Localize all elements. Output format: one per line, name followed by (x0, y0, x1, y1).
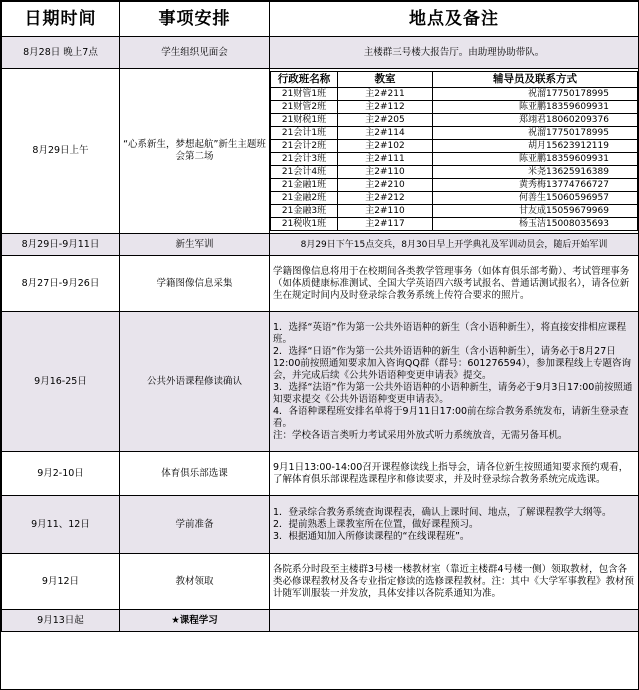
row-date: 9月2-10日 (2, 452, 120, 496)
class-name: 21会计1班 (271, 127, 338, 140)
table-row (2, 610, 639, 632)
row-note: 9月1日13:00-14:00召开课程修读线上指导会，请各位新生按照通知要求预约观看，了解体育俱乐部课程选课程序和修读要求，并及时登录综合教务系统完成选课。 (270, 452, 639, 496)
note-line: 3．选择“法语”作为第一公共外语语种的小语种新生，请务必于9月3日17:00前按照通知要求提交《公共外语语种变更申请表》。 (273, 381, 633, 405)
row-note: 主楼群三号楼大报告厅。由助理协助带队。 (270, 37, 639, 69)
row-note: 学籍图像信息将用于在校期间各类教学管理事务（如体育俱乐部考勤）、考试管理事务（如体质健康标准测试、全国大学英语四六级考试报名、普通话测试报名），请各位新生在规定时间内及时登录综合教务系统上传符合要求的照片。 (270, 256, 639, 312)
row-event: 体育俱乐部选课 (120, 452, 270, 496)
class-name: 21会计3班 (271, 153, 338, 166)
class-header-counselor: 辅导员及联系方式 (433, 72, 638, 88)
table-row (2, 234, 639, 256)
table-row (2, 554, 639, 610)
class-name: 21财管2班 (271, 101, 338, 114)
class-counselor: 甘友成15059679969 (433, 205, 638, 218)
class-room: 主2#114 (338, 127, 433, 140)
row-event: 教材领取 (120, 554, 270, 610)
class-room: 主2#102 (338, 140, 433, 153)
row-date: 8月29日上午 (2, 69, 120, 234)
class-counselor: 陈亚鹏18359609931 (433, 153, 638, 166)
class-name: 21会计4班 (271, 166, 338, 179)
class-room: 主2#110 (338, 205, 433, 218)
table-row (2, 256, 639, 312)
class-counselor: 杨玉洁15008035693 (433, 218, 638, 231)
table-row (2, 496, 639, 554)
class-room: 主2#111 (338, 153, 433, 166)
class-row (271, 179, 638, 192)
row-date: 9月11、12日 (2, 496, 120, 554)
row-event: 学前准备 (120, 496, 270, 554)
table-row (2, 37, 639, 69)
row-date: 9月12日 (2, 554, 120, 610)
schedule-table (1, 1, 639, 632)
note-line: 3．根据通知加入所修读课程的“在线课程班”。 (273, 530, 470, 542)
row-event: 学生组织见面会 (120, 37, 270, 69)
class-row (271, 140, 638, 153)
class-row (271, 218, 638, 231)
class-row (271, 88, 638, 101)
note-line: 1．登录综合教务系统查询课程表，确认上课时间、地点，了解课程教学大纲等。 (273, 506, 612, 518)
note-line: 1．选择“英语”作为第一公共外语语种的新生（含小语种新生），将直接安排相应课程班。 (273, 321, 627, 345)
row-event: 公共外语课程修读确认 (120, 312, 270, 452)
prep-notes (270, 496, 639, 554)
class-room: 主2#211 (338, 88, 433, 101)
class-row (271, 192, 638, 205)
class-name: 21会计2班 (271, 140, 338, 153)
class-assignment-table (270, 71, 638, 231)
row-date: 8月27日-9月26日 (2, 256, 120, 312)
class-row (271, 166, 638, 179)
class-counselor: 祝溜17750178995 (433, 88, 638, 101)
row-date: 8月28日 晚上7点 (2, 37, 120, 69)
note-line: 4．各语种课程班安排名单将于9月11日17:00前在综合教务系统发布，请新生登录查看。 (273, 405, 629, 429)
class-row (271, 205, 638, 218)
class-name: 21金融3班 (271, 205, 338, 218)
row-note: 8月29日下午15点交兵，8月30日早上开学典礼及军训动员会，随后开始军训 (270, 234, 639, 256)
note-line: 注：学校各语言类听力考试采用外放式听力系统放音，无需另备耳机。 (273, 429, 568, 441)
class-room: 主2#210 (338, 179, 433, 192)
class-counselor: 陈亚鹏18359609931 (433, 101, 638, 114)
class-header-room: 教室 (338, 72, 433, 88)
row-date: 9月16-25日 (2, 312, 120, 452)
class-counselor: 胡月15623912119 (433, 140, 638, 153)
row-event: “心系新生，梦想起航”新生主题班会第二场 (120, 69, 270, 234)
class-room: 主2#112 (338, 101, 433, 114)
class-room: 主2#110 (338, 166, 433, 179)
class-room: 主2#205 (338, 114, 433, 127)
header-location: 地点及备注 (270, 2, 639, 37)
table-row (2, 452, 639, 496)
row-note (270, 610, 639, 632)
row-event: ★课程学习 (120, 610, 270, 632)
header-event: 事项安排 (120, 2, 270, 37)
class-name: 21财管1班 (271, 88, 338, 101)
class-name: 21金融2班 (271, 192, 338, 205)
class-name: 21金融1班 (271, 179, 338, 192)
row-event: 新生军训 (120, 234, 270, 256)
class-counselor: 郑翊君18060209376 (433, 114, 638, 127)
row-event: 学籍图像信息采集 (120, 256, 270, 312)
class-counselor: 米尧13625916389 (433, 166, 638, 179)
note-line: 2．提前熟悉上课教室所在位置，做好课程预习。 (273, 518, 479, 530)
row-date: 8月29日-9月11日 (2, 234, 120, 256)
table-row (2, 69, 639, 234)
row-note: 各院系分时段至主楼群3号楼一楼教材室（靠近主楼群4号楼一侧）领取教材，包含各类必修课程教材及各专业指定修读的选修课程教材。注：其中《大学军事教程》教材预计随军训服装一并发放，具体安排以各院系通知为准。 (270, 554, 639, 610)
class-counselor: 黄秀梅13774766727 (433, 179, 638, 192)
class-room: 主2#212 (338, 192, 433, 205)
class-table-header (271, 72, 638, 88)
note-line: 2．选择“日语”作为第一公共外语语种的新生（含小语种新生），请务必于8月27日12:00前按照通知要求加入咨询QQ群（群号：601276594），参加课程线上专题咨询会，并完成后续《公共外语语种变更申请表》提交。 (273, 345, 631, 381)
class-name: 21税收1班 (271, 218, 338, 231)
class-name: 21财税1班 (271, 114, 338, 127)
class-assignment-cell (270, 69, 639, 234)
class-row (271, 114, 638, 127)
row-date: 9月13日起 (2, 610, 120, 632)
class-row (271, 101, 638, 114)
table-row (2, 312, 639, 452)
class-room: 主2#117 (338, 218, 433, 231)
class-counselor: 祝溜17750178995 (433, 127, 638, 140)
class-row (271, 153, 638, 166)
header-date: 日期时间 (2, 2, 120, 37)
foreign-language-notes (270, 312, 639, 452)
header-row (2, 2, 639, 37)
class-counselor: 何善生15060596957 (433, 192, 638, 205)
class-row (271, 127, 638, 140)
class-header-name: 行政班名称 (271, 72, 338, 88)
